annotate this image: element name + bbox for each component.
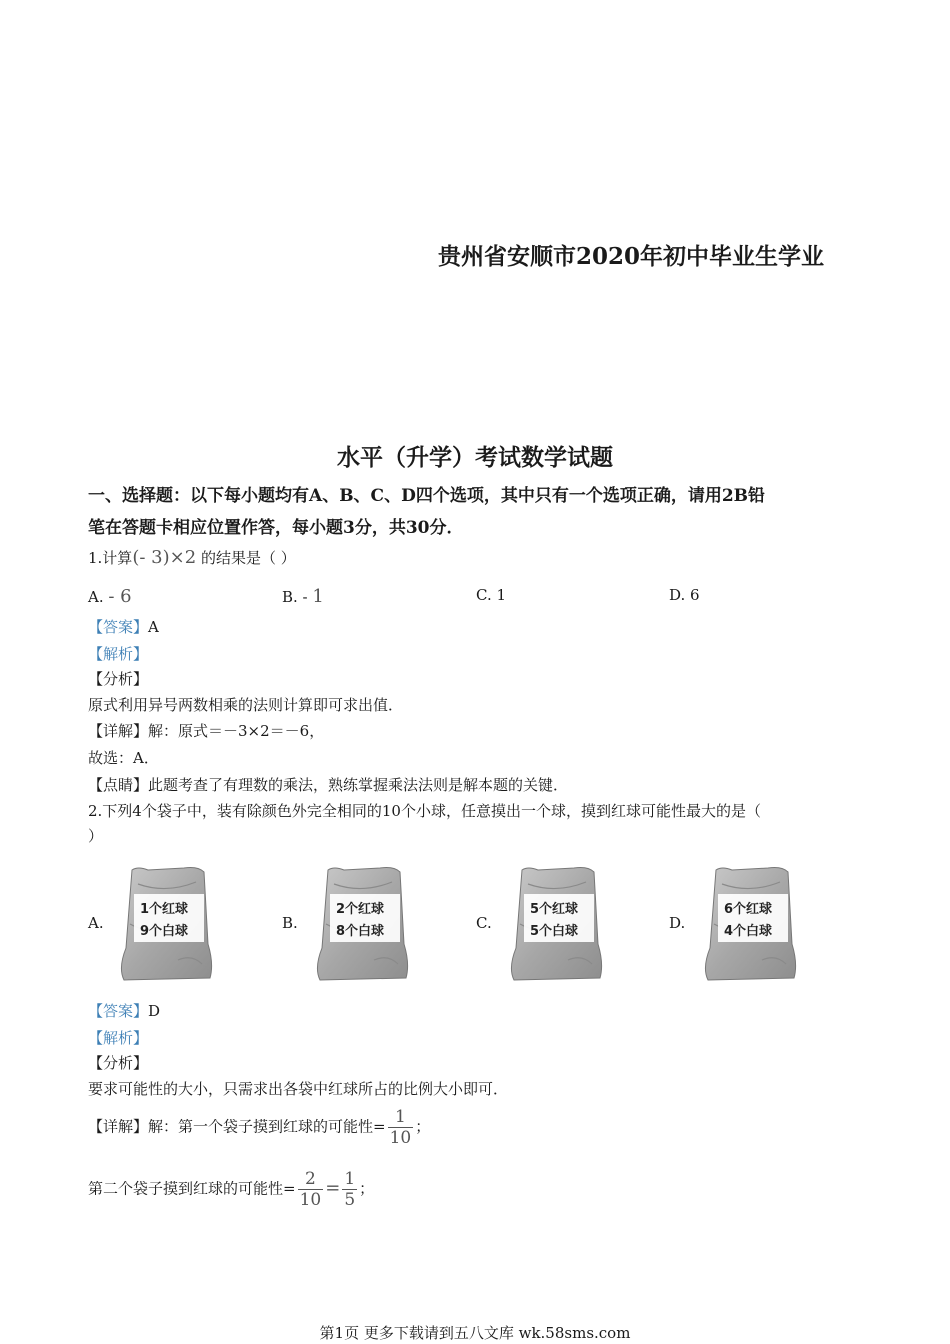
q2-second-line — [88, 1169, 374, 1210]
q1-answer — [88, 617, 159, 637]
answer-value: A — [148, 618, 159, 636]
q1-expression: (- 3)×2 — [132, 547, 197, 568]
fraction-denominator: 10 — [389, 1128, 412, 1148]
bag-d-icon — [702, 864, 798, 982]
q2-stem-line-1: 2.下列4个袋子中，装有除颜色外完全相同的10个小球，任意摸出一个球，摸到红球可能性最大的是（ — [88, 802, 761, 820]
option-value: 1 — [312, 586, 324, 607]
bag-label-red: 5个红球 — [530, 902, 579, 917]
title-line-2: 水平（升学）考试数学试题 — [337, 444, 613, 471]
option-label: B. - — [282, 588, 313, 606]
fraction-denominator: 5 — [344, 1190, 356, 1210]
q2-fenxi-tag: 【分析】 — [88, 1054, 149, 1072]
q1-fenxi-tag: 【分析】 — [88, 670, 149, 688]
answer-value: D — [148, 1002, 161, 1020]
option-label: A. — [88, 588, 109, 606]
q1-prefix: 1.计算 — [88, 549, 133, 567]
q1-option-a — [88, 586, 132, 607]
q1-choice: 故选：A． — [88, 749, 159, 767]
q1-option-c — [476, 586, 506, 604]
detail-suffix: ； — [415, 1117, 431, 1136]
fraction-denominator: 10 — [299, 1190, 322, 1210]
option-label: D. — [669, 586, 691, 604]
detail-prefix: 【详解】解：第一个袋子摸到红球的可能性= — [88, 1117, 386, 1136]
option-value: 1 — [496, 586, 507, 604]
option-value: 6 — [690, 586, 700, 604]
q2-detail-line — [88, 1107, 430, 1148]
q1-option-b — [282, 586, 324, 607]
q2-stem-line-2: ） — [88, 827, 104, 845]
bag-label-white: 8个白球 — [336, 924, 385, 939]
q2-option-d-label: D. — [669, 914, 686, 932]
fraction-numerator: 1 — [388, 1107, 414, 1128]
section-heading-line-2: 笔在答题卡相应位置作答，每小题3分，共30分． — [88, 518, 464, 538]
bag-label-red: 1个红球 — [140, 902, 189, 917]
q1-comment: 【点睛】此题考查了有理数的乘法，熟练掌握乘法法则是解本题的关键． — [88, 776, 569, 794]
fraction-2-10 — [298, 1169, 324, 1210]
q2-fenxi-text: 要求可能性的大小，只需求出各袋中红球所占的比例大小即可． — [88, 1080, 509, 1098]
section-heading-line-1: 一、选择题：以下每小题均有A、B、C、D四个选项，其中只有一个选项正确，请用2B铅 — [88, 486, 766, 506]
equals-sign: = — [325, 1177, 341, 1199]
bag-label-red: 6个红球 — [724, 902, 773, 917]
q2-option-b-label: B. — [282, 914, 298, 932]
q2-answer — [88, 1001, 160, 1021]
fraction-1-5 — [342, 1169, 357, 1210]
fraction-numerator: 2 — [298, 1169, 324, 1190]
q1-fenxi-text: 原式利用异号两数相乘的法则计算即可求出值． — [88, 696, 404, 714]
bag-a-icon — [118, 864, 214, 982]
option-value: - 6 — [108, 586, 132, 607]
page-footer: 第1页 更多下载请到五八文库 wk.58sms.com — [319, 1324, 631, 1342]
bag-label-white: 5个白球 — [530, 924, 579, 939]
second-prefix: 第二个袋子摸到红球的可能性= — [88, 1179, 296, 1198]
q1-suffix: 的结果是（ ） — [200, 549, 296, 567]
q1-detail: 【详解】解：原式＝－3×2＝－6， — [88, 722, 325, 740]
second-suffix: ； — [359, 1179, 375, 1198]
q2-option-c-label: C. — [476, 914, 492, 932]
q1-option-d — [669, 586, 700, 604]
bag-label-white: 4个白球 — [724, 924, 773, 939]
q1-stem — [88, 548, 296, 568]
bag-c-icon — [508, 864, 604, 982]
answer-tag: 【答案】 — [88, 618, 149, 636]
option-label: C. — [476, 586, 497, 604]
q2-analysis-tag: 【解析】 — [88, 1029, 149, 1047]
title-line-1: 贵州省安顺市2020年初中毕业生学业 — [438, 243, 825, 270]
fraction-numerator: 1 — [344, 1169, 356, 1189]
fraction-1-10 — [388, 1107, 414, 1148]
answer-tag: 【答案】 — [88, 1002, 149, 1020]
q2-option-a-label: A. — [88, 914, 104, 932]
bag-label-red: 2个红球 — [336, 902, 385, 917]
bag-b-icon — [314, 864, 410, 982]
bag-label-white: 9个白球 — [140, 924, 189, 939]
q1-analysis-tag: 【解析】 — [88, 645, 149, 663]
